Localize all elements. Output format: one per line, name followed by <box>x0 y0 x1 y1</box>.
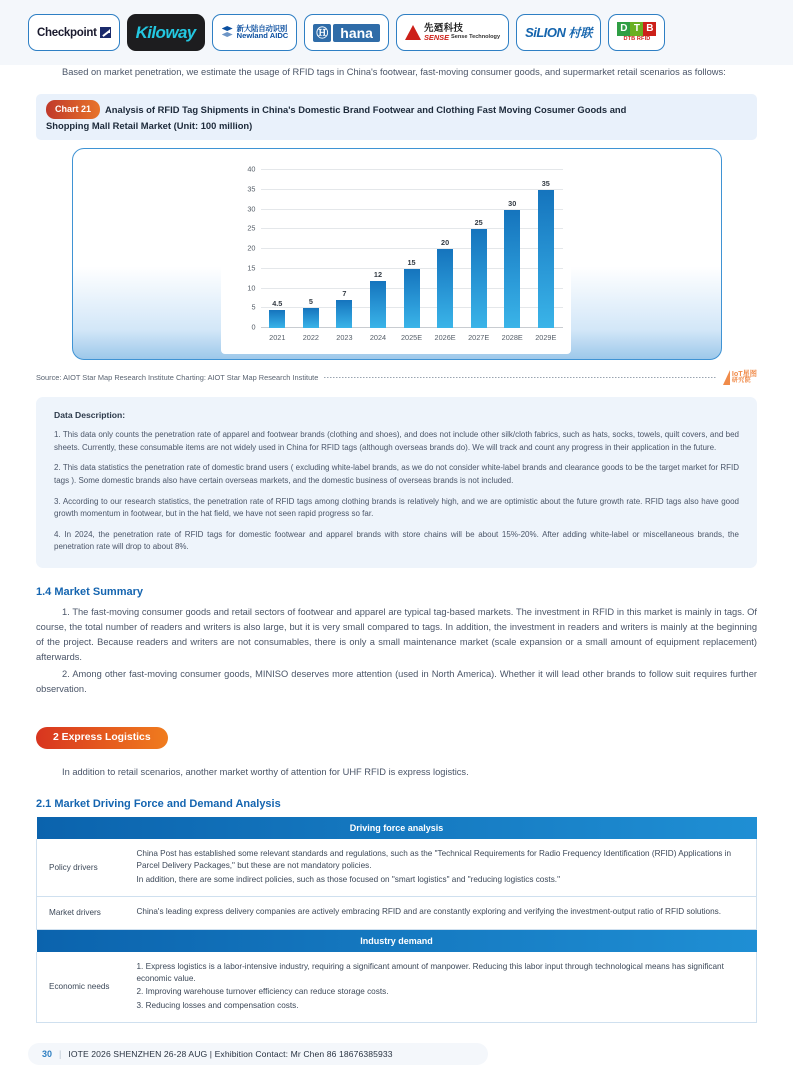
chart-bar <box>269 310 285 328</box>
section-pill-express-logistics: 2 Express Logistics <box>36 727 168 749</box>
chart-x-tick-label: 2025E <box>400 333 423 342</box>
chart-plot-area <box>247 164 563 342</box>
aiot-logo-main: IoT星图 <box>731 369 757 378</box>
chart-bar-slot <box>428 170 462 328</box>
chart-bar-slot <box>361 170 395 328</box>
chart-x-tick-label: 2024 <box>369 333 387 342</box>
logo-silion <box>516 14 601 51</box>
row-line: 2. Improving warehouse turnover efficiency can reduce storage costs. <box>136 987 389 997</box>
logo-newland-aidc <box>212 14 298 51</box>
chart-y-tick-label: 30 <box>247 204 256 213</box>
chart-bar-value-label: 12 <box>373 269 383 279</box>
chart-bar-slot <box>529 170 563 328</box>
market-summary-paragraph-1: 1. The fast-moving consumer goods and retail sectors of footwear and apparel are typical tag-based markets. The investment in RFID in this market is mainly in tags. Of course, the total number of readers and writers is also large, but it is very small compared to tags. In addition, the investment in readers and writers is mainly at the beginning of the project. Because readers and writers are not consumables, there is only a small maintenance market (scale expansion or a small amount of equipment replacement) afterwards. <box>36 606 757 662</box>
aiot-watermark-logo <box>723 370 757 385</box>
row-body-policy-drivers <box>133 839 757 897</box>
checkpoint-mark-icon <box>100 27 111 38</box>
chart-bar-value-label: 20 <box>441 238 450 247</box>
newland-diamond-icon <box>221 26 234 39</box>
row-line: 3. Reducing losses and compensation costs. <box>136 1000 299 1010</box>
chart-x-tick-label: 2027E <box>468 333 490 342</box>
row-label-market-drivers: Market drivers <box>37 897 133 929</box>
chart-title-banner <box>36 94 757 140</box>
logo-newland-label-en: Newland AIDC <box>236 31 289 41</box>
logo-checkpoint <box>28 14 120 51</box>
chart-y-tick-label: 40 <box>247 164 256 174</box>
aiot-logo-sub: 研究院 <box>731 378 752 385</box>
chart-bar <box>303 308 319 328</box>
chart-x-tick-label: 2028E <box>501 333 523 342</box>
chart-bar <box>471 229 487 328</box>
page-number: 30 <box>42 1049 53 1059</box>
data-description-item: 2. This data statistics the penetration rate of domestic brand users ( excluding white-label brands, as we do not consider white-label brands and clearance goods to be the target market for RFID tags ). Some domestic brands also have certain overseas markets, and the domestic business of overseas brands is not included. <box>54 463 739 485</box>
sponsor-logo-strip <box>0 0 793 65</box>
market-summary-paragraph-2: 2. Among other fast-moving consumer goods, MINISO deserves more attention (used in North America). Whether it will lead other brands to follow suit requires further observation. <box>36 668 757 694</box>
source-row <box>36 370 757 385</box>
table-header-row-driving-force <box>37 817 757 839</box>
chart-bar-value-label: 5 <box>308 297 313 307</box>
chart-x-tick-label: 2029E <box>535 333 557 342</box>
chart-bar <box>370 281 386 328</box>
chart-bar-slot <box>261 170 295 328</box>
chart-x-tick-label: 2026E <box>434 333 456 342</box>
table-header-industry-demand: Industry demand <box>37 929 757 952</box>
chart-y-tick-label: 20 <box>247 243 256 253</box>
logo-sense-label-cn: 先廼科技 <box>423 22 464 34</box>
chart-frame <box>72 148 722 360</box>
logo-sense-label-en: Sense Technology <box>451 33 501 40</box>
data-description-item: 1. This data only counts the penetration rate of apparel and footwear brands (clothing and shoes), and does not include other silk/cloth fabrics, such as hats, socks, towels, quilt covers, and bed sheets. Currently, these consumable items are not widely used in China for RFID tags (although overseas brands do). We will track and count any progress in their application in the future. <box>54 430 739 452</box>
logo-checkpoint-label: Checkpoint <box>37 26 97 39</box>
logo-newland-label-cn: 新大陆自动识别 <box>236 23 288 33</box>
chart-y-tick-label: 15 <box>247 263 256 273</box>
chart-bar-value-label: 30 <box>508 198 517 208</box>
logo-dtb-rfid <box>608 14 665 51</box>
chart-y-tick-label: 10 <box>247 283 256 292</box>
footer-separator: | <box>59 1049 62 1059</box>
logo-kiloway <box>127 14 205 51</box>
aiot-triangle-icon <box>723 370 730 385</box>
heading-market-summary: 1.4 Market Summary <box>36 585 143 598</box>
table-row <box>37 897 757 929</box>
row-line: China Post has established some relevant standards and regulations, such as the "Technical Requirements for Radio Frequency Identification (RFID) Applications in Parcel Delivery Packages," but these are not mandatory policies. <box>136 848 732 871</box>
logo-silion-label-cn: 村联 <box>568 26 593 40</box>
chart-x-tick-label: 2022 <box>302 333 319 342</box>
chart-bar-slot <box>495 170 529 328</box>
chart-title-line1: Analysis of RFID Tag Shipments in China's Domestic Brand Footwear and Clothing Fast Moving Cosumer Goods and <box>105 104 627 115</box>
intro-paragraph: Based on market penetration, we estimate the usage of RFID tags in China's footwear, fast-moving consumer goods, and supermarket retail scenarios as follows: <box>62 67 726 77</box>
chart-bar-value-label: 15 <box>407 257 416 267</box>
chart-bar-slot <box>328 170 362 328</box>
chart-y-tick-label: 0 <box>251 322 256 332</box>
document-content <box>0 65 793 1023</box>
dtb-letter-d: D <box>617 22 630 36</box>
chart-x-axis-labels <box>261 328 563 342</box>
logo-silion-label-en: SiLION <box>525 25 566 40</box>
chart-y-tick-label: 25 <box>247 223 256 233</box>
source-dot-leader <box>324 377 717 378</box>
chart-title-line2: Shopping Mall Retail Market (Unit: 100 million) <box>46 119 253 131</box>
chart-bar-slot <box>462 170 496 328</box>
row-line: In addition, there are some indirect policies, such as those focused on "smart logistics" and "reducing logistics costs." <box>136 874 560 884</box>
chart-y-tick-label: 5 <box>251 302 256 312</box>
chart-bar-value-label: 7 <box>342 289 347 299</box>
chart-x-tick-label: 2021 <box>269 333 286 342</box>
sense-triangle-icon <box>405 25 421 40</box>
logo-kiloway-label: Kiloway <box>135 22 196 42</box>
chart-number-badge: Chart 21 <box>46 100 100 119</box>
data-description-item: 3. According to our research statistics, the penetration rate of RFID tags among clothing brands is relatively high, and we are optimistic about the future growth rate. RFID tags also have good growth momentum in footwear, but in the hat field, we have not seen rapid progress so far. <box>54 496 739 519</box>
table-row <box>37 839 757 897</box>
chart-y-tick-label: 35 <box>247 184 256 194</box>
logo-sense-technology <box>396 14 509 51</box>
driving-force-table <box>36 817 757 1023</box>
page-footer <box>28 1043 488 1065</box>
hana-mark-icon: Ⓗ <box>313 24 331 42</box>
chart-bars <box>261 170 563 328</box>
express-logistics-intro: In addition to retail scenarios, another market worthy of attention for UHF RFID is express logistics. <box>62 766 469 777</box>
dtb-letter-b: B <box>643 22 656 36</box>
row-body-economic-needs <box>133 952 757 1023</box>
table-row <box>37 952 757 1023</box>
logo-hana <box>304 14 389 51</box>
chart-bar-slot <box>294 170 328 328</box>
chart-plot-panel <box>221 158 571 354</box>
logo-hana-label: hana <box>333 24 380 42</box>
row-line: China's leading express delivery companies are actively embracing RFID and are constantly exploring and verifying the investment-output ratio of RFID solutions. <box>136 907 722 917</box>
table-header-driving-force: Driving force analysis <box>37 817 757 839</box>
chart-bar-value-label: 25 <box>474 218 483 228</box>
chart-bar <box>538 190 554 328</box>
row-label-policy-drivers: Policy drivers <box>37 839 133 897</box>
row-line: 1. Express logistics is a labor-intensive industry, requiring a significant amount of manpower. Reducing this labor input through technological means has significant economic value. <box>136 961 724 983</box>
chart-bar <box>404 269 420 328</box>
dtb-letter-t: T <box>630 22 643 36</box>
data-description-box <box>36 397 757 568</box>
table-header-row-industry-demand <box>37 929 757 952</box>
chart-x-tick-label: 2023 <box>336 333 353 342</box>
logo-dtb-sub: DTB RFID <box>623 36 651 43</box>
data-description-title: Data Description: <box>54 410 126 421</box>
chart-bar-value-label: 4.5 <box>272 299 283 309</box>
heading-market-driving-force: 2.1 Market Driving Force and Demand Analysis <box>36 797 281 810</box>
row-label-economic-needs: Economic needs <box>37 952 133 1023</box>
row-body-market-drivers <box>133 897 757 929</box>
chart-bar <box>504 210 520 329</box>
footer-text: IOTE 2026 SHENZHEN 26-28 AUG | Exhibition Contact: Mr Chen 86 18676385933 <box>68 1049 393 1059</box>
chart-bar <box>437 249 453 328</box>
logo-sense-brand: SENSE <box>423 32 450 42</box>
data-description-item: 4. In 2024, the penetration rate of RFID tags for domestic footwear and apparel brands with store chains will be about 15%-20%. After adding white-label or miscellaneous brands, the penetration rate will drop to about 8%. <box>54 529 739 552</box>
chart-bar-slot <box>395 170 429 328</box>
chart-bar-value-label: 35 <box>541 178 550 188</box>
source-text: Source: AIOT Star Map Research Institute Charting: AIOT Star Map Research Institute <box>36 373 319 383</box>
chart-bar <box>336 300 352 328</box>
